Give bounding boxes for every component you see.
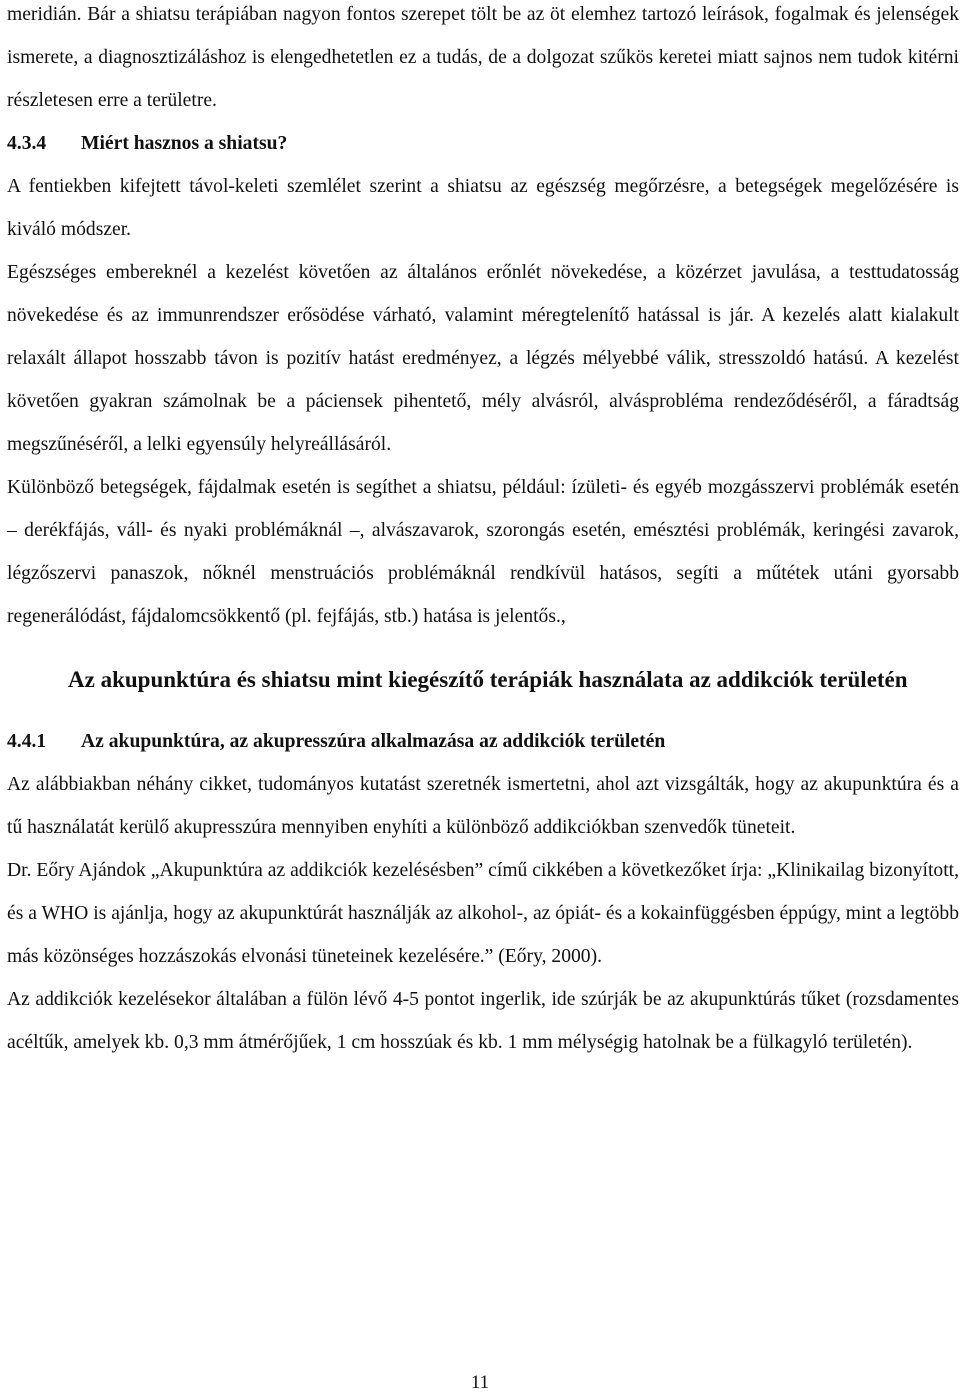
- paragraph-five-elements: meridián. Bár a shiatsu terápiában nagyon fontos szerepet tölt be az öt elemhez tartozó leírások, fogalmak és jelenségek ismerete, a diagnosztizáláshoz is elengedhetetlen ez a tudás, de a dolgozat szűkös keretei miatt sajnos nem tudok kitérni részletesen erre a területre.: [7, 4, 959, 111]
- paragraph-eory-quote: Dr. Eőry Ajándok „Akupunktúra az addikciók kezelésésben” című cikkében a következőket írja: „Klinikailag bizonyított, és a WHO is ajánlja, hogy az akupunktúrát használják az alkohol-, az ópiát- és a kokainfüggésben éppúgy, mint a legtöbb más közönséges hozzászokás elvonási tüneteinek kezelésére.” (Eőry, 2000).: [7, 860, 959, 967]
- heading-number: 4.3.4: [7, 133, 47, 154]
- heading-title: Az akupunktúra és shiatsu mint kiegészítő terápiák használata az addikciók területén: [68, 667, 908, 692]
- paragraph-articles-intro: Az alábbiakban néhány cikket, tudományos kutatást szeretnék ismertetni, ahol azt vizsgálták, hogy az akupunktúra és a tű használatát kerülő akupresszúra mennyiben enyhíti a különböző addikciókban szenvedők tüneteit.: [7, 774, 959, 838]
- heading-title: Miért hasznos a shiatsu?: [81, 133, 288, 154]
- heading-title: Az akupunktúra, az akupresszúra alkalmazása az addikciók területén: [81, 731, 666, 752]
- heading-number: [7, 656, 68, 703]
- paragraph-ear-points: Az addikciók kezelésekor általában a fülön lévő 4-5 pontot ingerlik, ide szúrják be az akupunktúrás tűket (rozsdamentes acéltűk, amelyek kb. 0,3 mm átmérőjűek, 1 cm hosszúak és kb. 1 mm mélységig hatolnak be a fülkagyló területén).: [7, 989, 959, 1053]
- paragraph-prevention: A fentiekben kifejtett távol-keleti szemlélet szerint a shiatsu az egészség megőrzésre, a betegségek megelőzésére is kiváló módszer.: [7, 176, 959, 240]
- heading-4-3-4: [7, 122, 959, 165]
- paragraph-healthy-effects: Egészséges embereknél a kezelést követően az általános erőnlét növekedése, a közérzet javulása, a testtudatosság növekedése és az immunrendszer erősödése várható, valamint méregtelenítő hatással is jár. A kezelés alatt kialakult relaxált állapot hosszabb távon is pozitív hatást eredményez, a légzés mélyebbé válik, stresszoldó hatású. A kezelést követően gyakran számolnak be a páciensek pihentető, mély alvásról, alvásprobléma rendeződéséről, a fáradtság megszűnéséről, a lelki egyensúly helyreállásáról.: [7, 262, 959, 455]
- page-number: 11: [470, 1372, 490, 1393]
- heading-4-4-1: [7, 720, 959, 763]
- heading-4-4: [7, 656, 959, 703]
- document-page: [7, 0, 959, 1064]
- heading-number: 4.4.1: [7, 731, 47, 752]
- paragraph-diseases: Különböző betegségek, fájdalmak esetén is segíthet a shiatsu, például: ízületi- és egyéb mozgásszervi problémák esetén – derékfájás, váll- és nyaki problémáknál –, alvászavarok, szorongás esetén, emésztési problémák, keringési zavarok, légzőszervi panaszok, nőknél menstruációs problémáknál rendkívül hatásos, segíti a műtétek utáni gyorsabb regenerálódást, fájdalomcsökkentő (pl. fejfájás, stb.) hatása is jelentős.,: [7, 477, 959, 627]
